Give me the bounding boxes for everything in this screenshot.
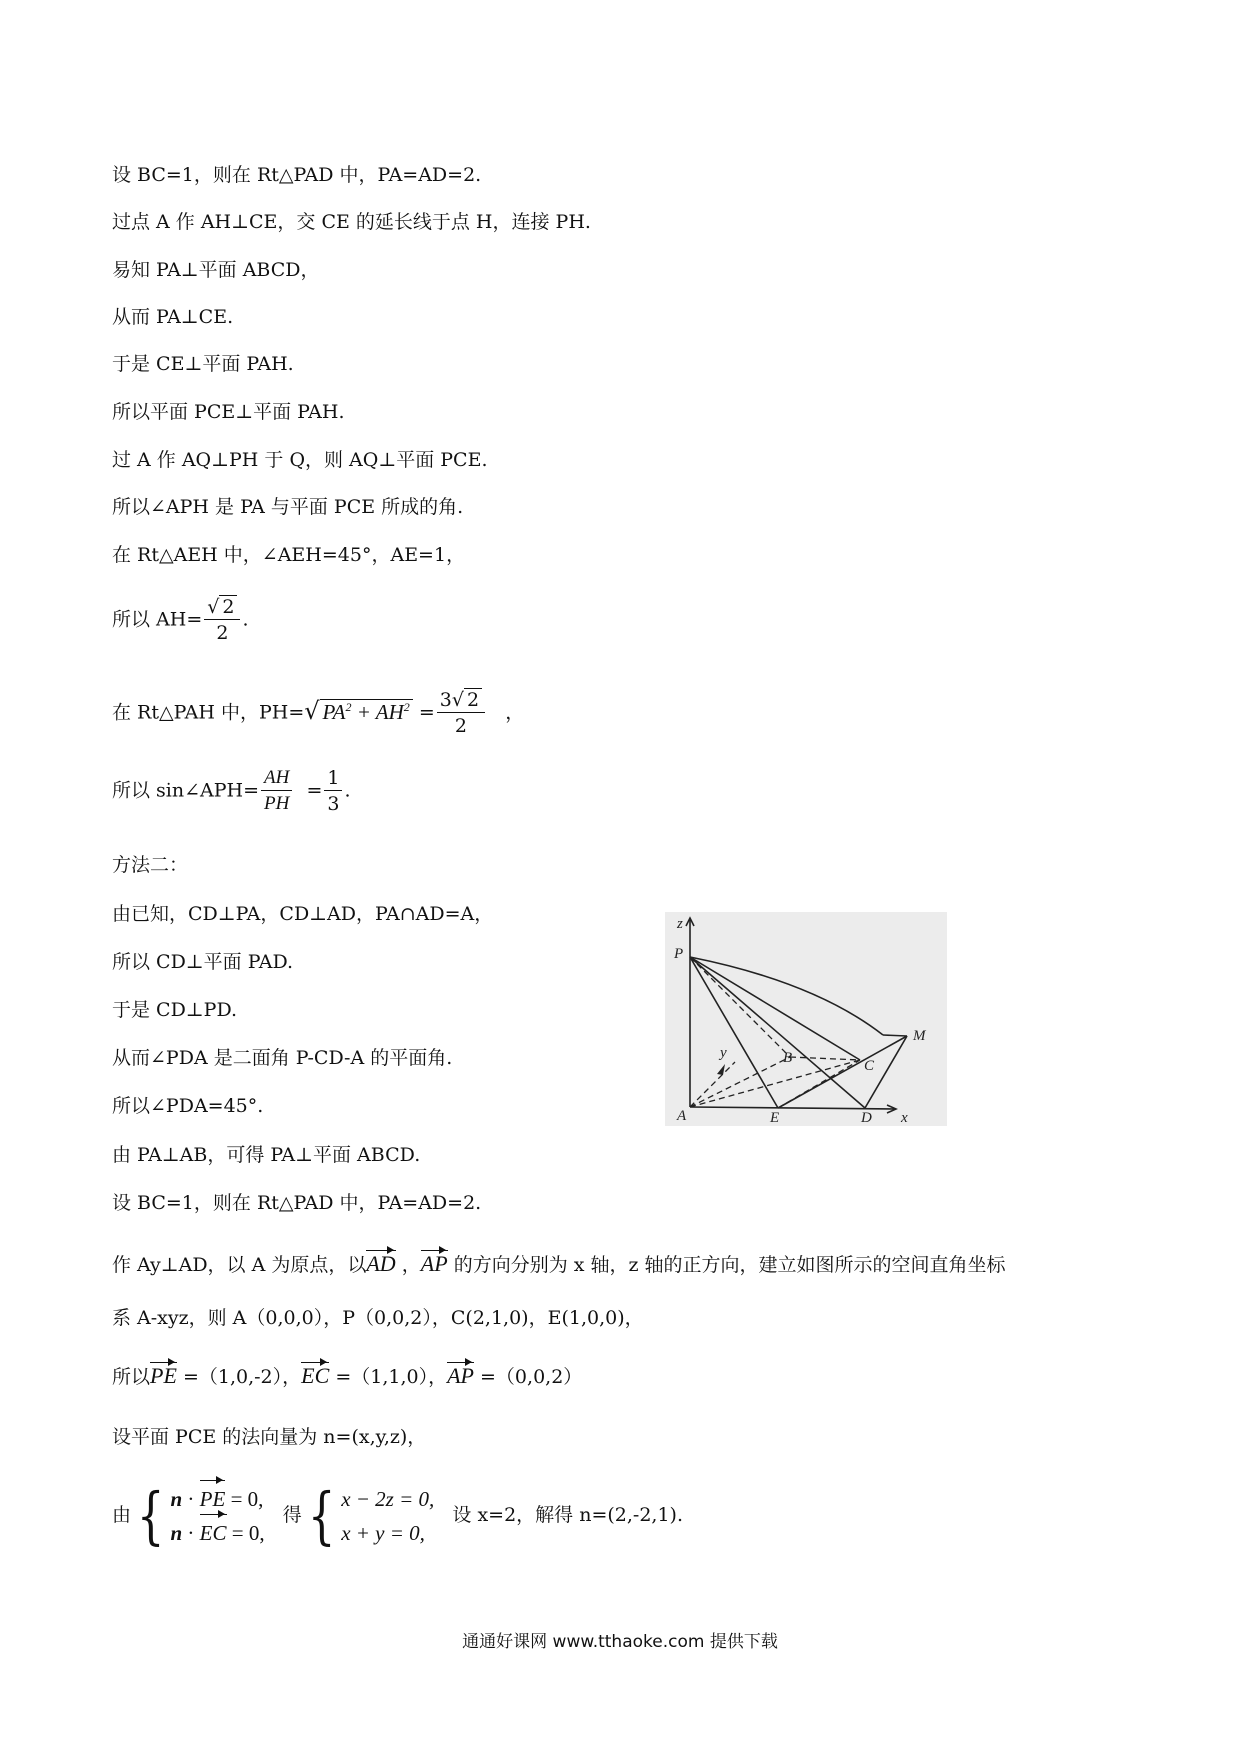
edge-mm [883,1035,907,1036]
figure-svg [665,912,947,1126]
label-d: D [861,1110,872,1126]
text-line-14: 由已知，CD⊥PA，CD⊥AD，PA∩AD=A， [112,903,494,925]
label-c: C [864,1058,875,1074]
vector-ec: EC [301,1363,330,1388]
vector-pe: PE [150,1363,177,1388]
fraction: $\frac{3√ 2}{2}$ [437,688,485,739]
text-line-23: 所以PE =（1,0,-2），EC =（1,1,0），AP =（0,0,2） [112,1363,583,1388]
sqrt-expression: √ $PA^2 + AH^2$ [304,695,413,724]
equation-system-2: x − 2z = 0, x + y = 0, [341,1487,435,1545]
text-line-15: 所以 CD⊥平面 PAD. [112,951,294,973]
y-axis-arrow [717,1064,725,1075]
fraction: $\frac{AH}{PH}$ [261,766,292,817]
label-p: P [674,946,684,962]
label-x: x [901,1110,908,1126]
edge-bc-dashed [790,1057,860,1060]
edge-pc [690,957,860,1060]
label-a: A [677,1108,687,1124]
label-e: E [770,1110,780,1126]
edge-pm [690,957,883,1035]
text-line-10: 所以 AH= $\frac{√ 2}{2}$ . [112,596,249,644]
text-line-9: 在 Rt△AEH 中，∠AEH=45°，AE=1， [112,544,466,566]
label-m: M [913,1028,926,1044]
text-line-22: 系 A-xyz，则 A（0,0,0），P（0,0,2），C(2,1,0)，E(1,0,0)， [112,1307,644,1329]
fraction: $\frac{1}{3}$ [324,766,342,817]
fraction: $\frac{√ 2}{2}$ [204,595,240,646]
text-line-7: 过 A 作 AQ⊥PH 于 Q，则 AQ⊥平面 PCE. [112,449,488,471]
text-line-18: 所以∠PDA=45°. [112,1095,264,1117]
text-line-3: 易知 PA⊥平面 ABCD， [112,259,320,281]
text-line-6: 所以平面 PCE⊥平面 PAH. [112,401,345,423]
text-line-8: 所以∠APH 是 PA 与平面 PCE 所成的角. [112,496,464,518]
vector-ap: AP [420,1251,448,1276]
left-brace: { [136,1479,165,1552]
text-line-13: 方法二： [112,854,189,876]
text-line-24: 设平面 PCE 的法向量为 n=(x,y,z)， [112,1426,427,1448]
text-line-21: 作 Ay⊥AD，以 A 为原点，以AD ，AP 的方向分别为 x 轴，z 轴的正方向，建立如图所示的空间直角坐标 [112,1251,1006,1276]
vector-ap: AP [447,1363,474,1388]
geometry-figure [665,912,947,1126]
text-line-2: 过点 A 作 AH⊥CE，交 CE 的延长线于点 H，连接 PH. [112,211,591,233]
page-footer: 通通好课网 www.tthaoke.com 提供下载 [462,1632,778,1652]
text-line-1: 设 BC=1，则在 Rt△PAD 中，PA=AD=2. [112,164,482,186]
text-prefix: 所以 AH= [112,608,203,631]
label-z: z [677,916,683,932]
vector-ad: AD [366,1251,396,1276]
text-line-25: 由{ n · PE = 0, n · EC = 0, 得{ x − 2z = 0, x + y = 0, 设 x=2，解得 n=(2,-2,1). [112,1479,683,1552]
left-brace: { [307,1479,336,1552]
label-y: y [720,1045,727,1061]
text-line-12: 所以 sin∠APH= $\frac{AH}{PH}$ = $\frac{1}{3}$ . [112,767,351,815]
sqrt-symbol: √ 2 [207,595,237,619]
edge-ac-dashed [690,1060,860,1107]
text-line-17: 从而∠PDA 是二面角 P-CD-A 的平面角. [112,1047,453,1069]
edge-ab-dashed [690,1057,790,1107]
text-line-5: 于是 CE⊥平面 PAH. [112,353,294,375]
text-line-20: 设 BC=1，则在 Rt△PAD 中，PA=AD=2. [112,1192,482,1214]
edge-pe [690,957,778,1108]
text-line-11: 在 Rt△PAH 中，PH=√ $PA^2 + AH^2$ = $\frac{3√ 2}{2}$ ， [112,689,525,737]
text-line-19: 由 PA⊥AB，可得 PA⊥平面 ABCD. [112,1144,421,1166]
text-line-16: 于是 CD⊥PD. [112,999,238,1021]
edge-ec-dashed [778,1060,860,1108]
equation-system-1: n · PE = 0, n · EC = 0, [170,1482,264,1550]
label-b: B [783,1050,793,1066]
text-line-4: 从而 PA⊥CE. [112,306,234,328]
